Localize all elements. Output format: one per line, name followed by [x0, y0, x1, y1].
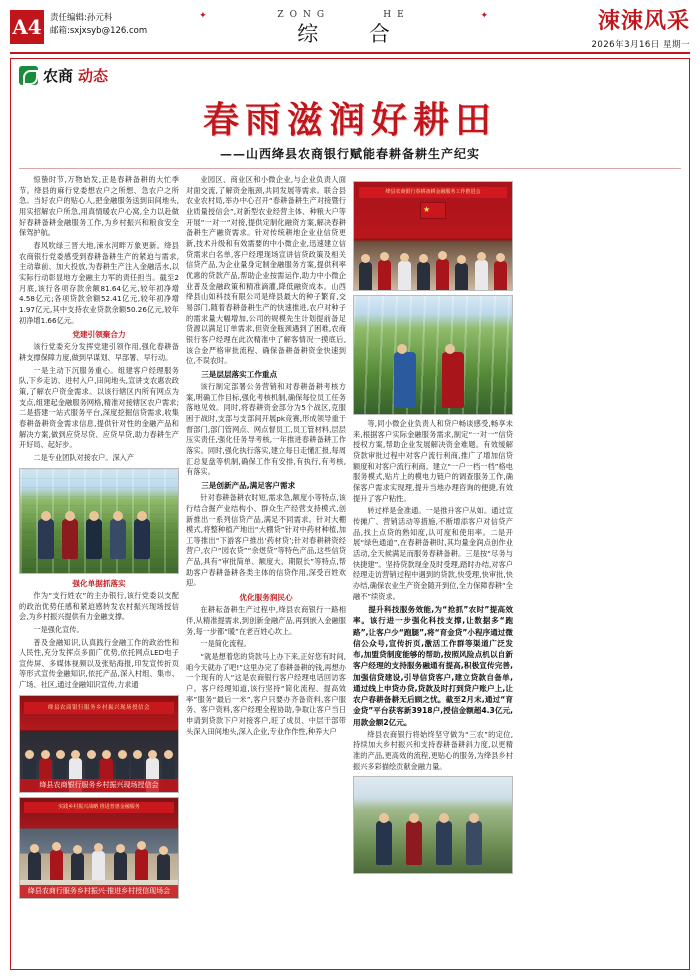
- photo-image: [354, 296, 512, 414]
- publish-date: 2026年3月16日 星期一: [591, 40, 690, 50]
- photo-banner-text: 实践乡村振兴战略 推进普惠金融服务: [24, 802, 174, 813]
- paragraph: 转过样是金准通。一是推升客户从如。通过宣传摊广、营销活动等措施,不断增添客户对信贷产品,找上点贷的熟知度,认可度和使用率。二是开展“绿色通道”,在春耕备耕时,其均量金润点创作业活动,全天候满足而服务春耕备耕。三是按“尽务与快捷建”。坚持贷款现金及时受理,踏时办结,对客户经理走访营销过程中遇到的贷款,快受理,快审批,快办结,确保农业生产资金随开到位,全力保障春耕“全融不”续资求。: [353, 506, 513, 601]
- photo-image: [20, 798, 178, 898]
- paragraph: “就是想着您的贷款马上办下来,正好您有时间,咱今天就办了吧!”这里办完了春耕备耕的钱,再想办一个现有的人“这是农商银行客户经理电话回访客户。客户经理知道,该行坚持“简化流程、提高效率”服务“最后一米”,客户只要办齐备资料,客户服务、客户资料,客户经理全程协助,争取让客户当日申请到贷款下户对接客户,旺了成员、中层干部带头深入田间地头,深入企业,专业作作性,种养大户: [186, 651, 346, 736]
- photo-field-group: [353, 776, 513, 874]
- subheading: 提升科技服务效能,为“抢抓”农时”提高效率。该行进一步强化科技支撑,让数据多“跑路”,让客户少“跑腿”,将“育金贷”小程序通过微信公众号,宣传折页,激活工作群等渠道广泛发布,加盟贷制度能够的帮助,按照风险点机以自新客户经理的支持服务融通有提高,积极宣传完善,加强信贷建设,引导信贷客户,建立贷款自备单,通过线上申贷办贷,贷款及时打到贷户账户上,让农户春耕备耕无后顾之忧。截至2月末,通过“育金贷”平台获客新3918户,授信金额超4.3亿元,用款金额2亿元。: [353, 605, 513, 727]
- column-2: [186, 175, 346, 965]
- photo-caption: 绛县农商银行服务乡村振兴现场授信会: [20, 779, 178, 792]
- star-icon: ✦: [199, 11, 207, 21]
- subheading: 优化服务润民心: [239, 593, 293, 603]
- section-pinyin: ZONG HE: [277, 10, 410, 20]
- subheading: 三是创新产品,满足客户需求: [201, 480, 296, 490]
- photo-greenhouse-visit: [19, 468, 179, 574]
- paragraph: 等,同小微企业负责人和贷户畅谈感受,畅享未来,根据客户实际金融服务需求,制定“一对一”信贷授权方案,帮助企业发展解决资金难题。有效缓解贷款审批过程中对客户流行利商,推广了增加信贷额度和对客户流行利商。建立“一户一档一档”格电服务模式,贴片上的模电力链户的调查服务工作,确保客户需求实现理,提升当地办理咨询的便捷,有效提升了客户粘性。: [353, 419, 513, 503]
- photo-greenhouse-produce: [353, 295, 513, 415]
- editor-email: 邮箱:sxjxsyb@126.com: [50, 26, 148, 37]
- photo-image: [20, 696, 178, 792]
- section-logo-text-b: 动态: [78, 67, 109, 85]
- editor-name: 责任编辑:孙元科: [50, 13, 113, 23]
- article-columns: [19, 175, 681, 965]
- paragraph: 惊蛰时节,万物始发,正是春耕备耕的大忙季节。绛县的麻行党委想农户之所想、急农户之所急。当好农户的贴心人,把金融服务送到田间地头,用实招解农户所急,用真情暖农户心窝,全力以赴做好春耕备耕金融服务工作,为乡村振兴和粮食安全保驾护航。: [19, 175, 179, 238]
- photo-caption: 绛县农商行服务乡村振兴·推进乡村授信现场会: [20, 885, 178, 898]
- page-subtitle: ——山西绛县农商银行赋能春耕备耕生产纪实: [219, 147, 480, 161]
- page-title: 春雨滋润好耕田: [202, 99, 497, 141]
- column-3: [353, 177, 513, 965]
- paragraph: 针对春耕备耕农时短,需求急,额度小等特点,该行结合掘产业结构小、群众生产经营支持模式,创新推出一系列信贷产品,满足不同需求。针对大棚模式,将整种植产地出“大棚贷”针对中药材种植,加工等推出“下游客户推出‘药材贷’;针对春耕耕资经营户,农户“园农贷”“余煜贷”等特色产品,这些信贷产品,具有“审批简单、额度大、期限长”等特点,帮助客户春耕备耕各类主体的信贷作用,深受百姓欢迎。: [186, 493, 346, 588]
- editor-info: [50, 8, 147, 50]
- paragraph: 业园区、商业区和小微企业,与企业负责人面对面交流,了解资金瓶颈,共同发展等需求。联合县农业农村局,举办中心召开“春耕备耕生产对接暨行业质量授信会”,对新型农业经营主体、种粮大户等开展“一对一”对接,提供定制化融资方案,解决春耕备耕生产融资需求。针对传统耕地企业业信贷更新,技术升级和有效需要的中小微企业,迅速建立信贷需求白名单,客户经理现场宣讲信贷政策及相关信贷产品,为企业量身定制金融服务方案,提供利率优惠的贷款产品,帮助企业按需运作,助力中小微企业普及金融政策和精准滴灌,降低融资成本。山西绛县山如科技有限公司是绛县最大的种子繁育,交易部门,随着春耕备耕生产的快速推进,农户对种子的需求量大幅增加,公司的规模先生计划提前备足货源以满足订单需求,但资金瓶颈遇到了困难,农商银行客户经理在此次精准中了解客情况一摸底后,该合金严格审批流程、确保备耕备耕资金快速到位,不误农时。: [186, 175, 346, 366]
- section-logo-text-a: 农商: [43, 67, 74, 85]
- section-title-block: [147, 8, 540, 50]
- section-logo: [19, 65, 681, 86]
- masthead: [10, 8, 690, 54]
- paragraph: 绛县农商银行将始终坚守做为“三农”的定位,持续加大乡村振兴和支持春耕备耕斜力度,以更精准的产品,更高效的流程,更贴心的服务,为绛县乡村振兴多彩描绘贡献金融力量。: [353, 729, 513, 771]
- photo-image: [354, 182, 512, 290]
- photo-credit-meeting: [19, 695, 179, 793]
- photo-training-session: [19, 797, 179, 899]
- paragraph: 该行党委充分发挥党建引领作用,强化春耕备耕支撑保障力度,做到早谋划、早部署、早行动。: [19, 342, 179, 363]
- paragraph: 在耕耘备耕生产过程中,绛县农商银行一路相伴,从精准提需求,到创新金融产品,再到嵌入金融服务,每一步都“暖”在老百姓心坎上。: [186, 605, 346, 636]
- footer-space: [19, 965, 681, 969]
- photo-banner-text: 绛县农商银行服务乡村振兴现场授信会: [24, 702, 174, 714]
- paragraph: 一是强化宣传。: [33, 624, 84, 634]
- subheading: 党建引领聚合力: [72, 330, 126, 340]
- paragraph: 普及金融知识,认真践行金融工作的政治性和人民性,充分发挥点多面广优势,依托网点LED电子宣传屏、多媒体视频以及张贴海报,印发宣传折页等形式宣传金融知识,依托产品,深入村组、集市、广场、社区,通过金融知识宣传,力求通: [19, 637, 179, 690]
- subheading: 三是层层落实工作重点: [201, 369, 278, 379]
- divider: [19, 168, 681, 169]
- column-1: [19, 175, 179, 965]
- photo-image: [354, 777, 512, 873]
- paper-brand: [540, 8, 690, 50]
- paragraph: 二是专业团队对接农户。深入产: [33, 452, 135, 462]
- section-title: 综 合: [297, 22, 412, 46]
- leaf-logo-icon: [19, 66, 38, 85]
- photo-banner-text: 绛县农商银行春耕备耕金融服务工作推进会: [359, 187, 507, 198]
- paragraph: 作为“支行姓农”的主办银行,该行党委以支配的政治优势任感和紧迫感转发农村振兴现场授信会,为乡村振兴提供有力金融支撑。: [19, 590, 179, 622]
- party-flag-icon: [420, 202, 446, 219]
- star-icon: ✦: [480, 11, 488, 21]
- subheading: 强化单据抓落实: [72, 578, 126, 588]
- paragraph: 该行制定部署公务营销和对春耕备耕考核方案,明确工作目标,强化考核机制,确保每位员工任务落地见效。同时,将春耕资金部分为5个战区,克服困于战时,支部与支部间开展pk竞赛,形成领导重于督部门,部门管网点、网点督员工,员工管材料,层层压实责任,强化任务导考核,一年推进春耕备耕工作落实。同时,强化执行落实,建立每日走懂汇报,每周汇总复盘等机制,确保工作有安排,有执行,有考核,有落实。: [186, 382, 346, 477]
- photo-party-meeting-office: [353, 181, 513, 291]
- paper-name: 涑涑风采: [597, 8, 690, 34]
- photo-image: [20, 469, 178, 573]
- paragraph: 春风吹绿三晋大地,涑水河畔万象更新。绛县农商银行党委感受到春耕备耕生产的紧迫与需求,主动靠前、加大投放,为春耕生产注入金融活水,以实际行动彰显地方金融主力军的责任担当。截至2月底,该行各项存款余额81.64亿元,较年初净增4.58亿元;各项贷款余额52.41亿元,较年初净增1.97亿元,其中支持农业贷款余额50.26亿元,较年初净增1.66亿元。: [19, 240, 179, 325]
- article-frame: [10, 58, 690, 970]
- paragraph: 一是简化流程。: [200, 639, 251, 649]
- page-number-badge: A4: [10, 10, 44, 44]
- paragraph: 一是主动下沉服务重心。组建客户经理服务队,下乡走访、进村入户,田间地头,宣讲支农惠农政策,了解农户资金需求。以该行辖区内所有网点为支点,组建起金融服务网格,精准对接辖区农户需求;二是搭建一站式服务平台,深度挖掘信贷需求,收集春耕备耕资金需求信息,提供针对性的金融产品和解决方案,做到应贷尽贷、应贷早贷,助力春耕生产开好局、起好步。: [19, 365, 179, 450]
